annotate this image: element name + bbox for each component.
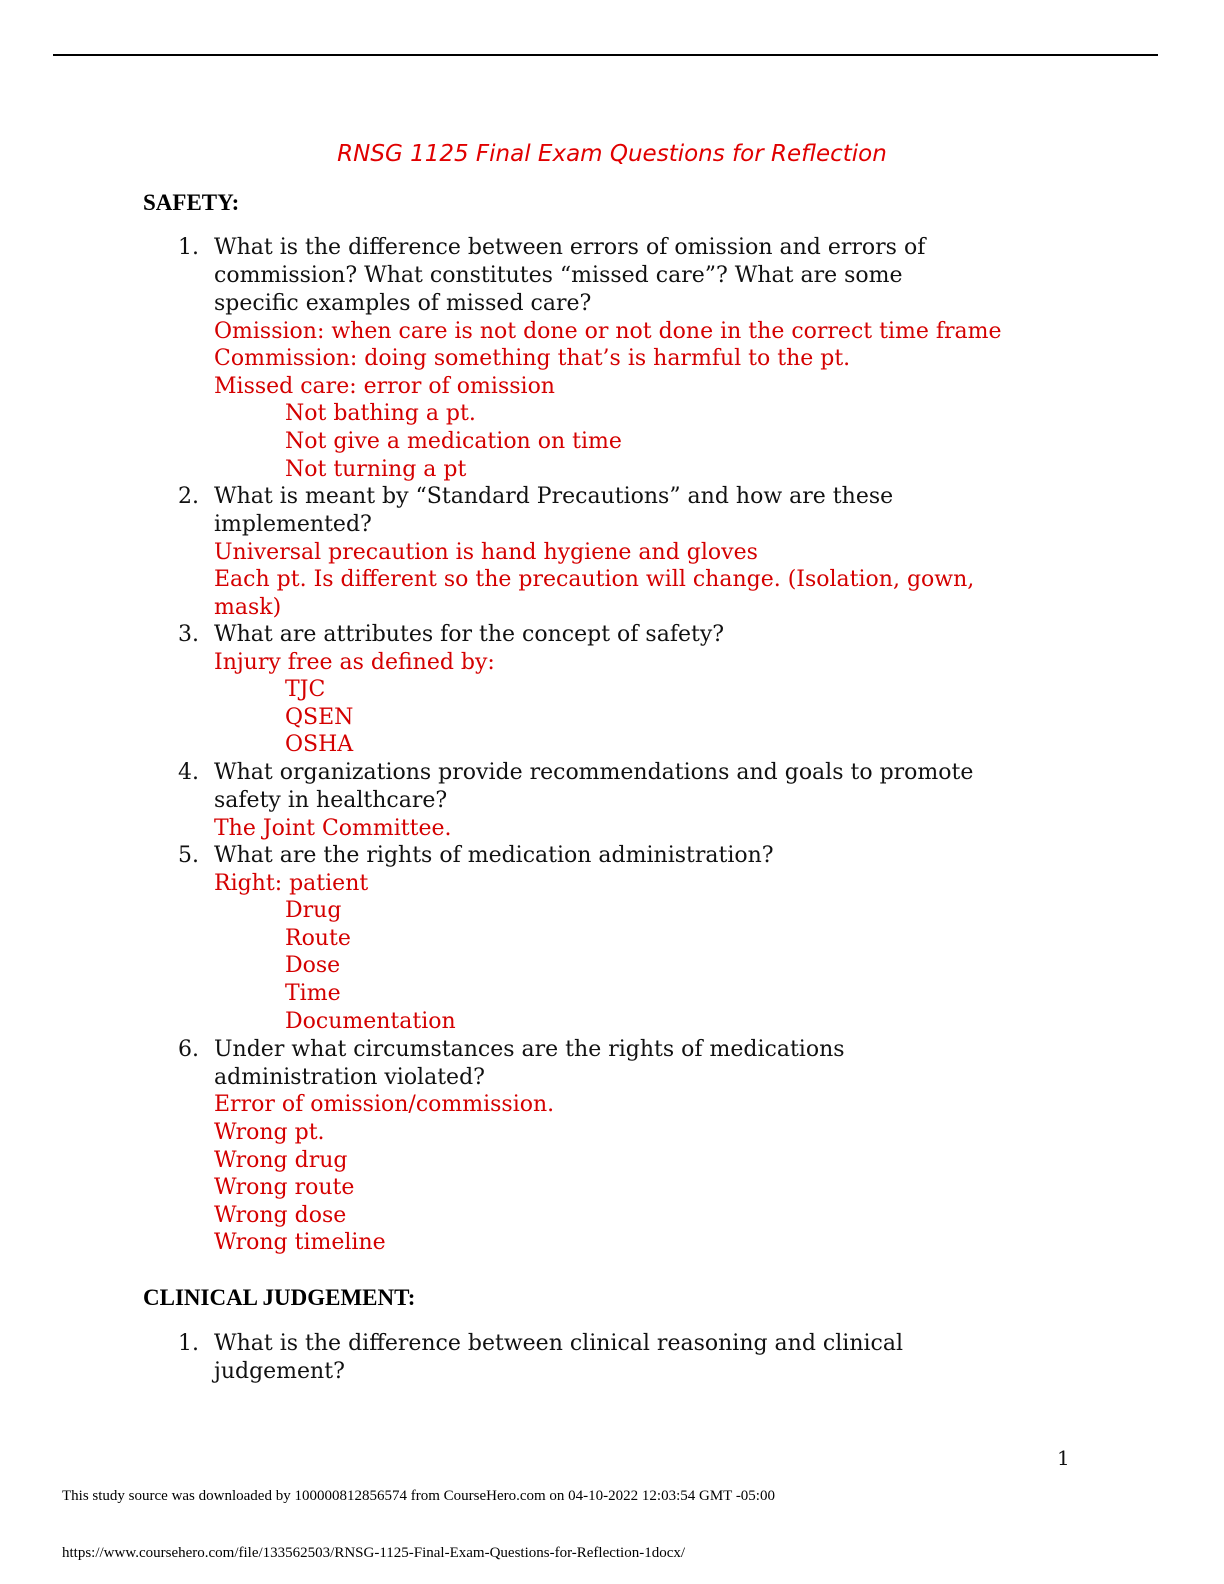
question-text: What is meant by “Standard Precautions” and how are these [214, 484, 894, 509]
answer-text: Wrong pt. [214, 1120, 325, 1145]
answer-text: Wrong timeline [214, 1230, 386, 1255]
answer-subitem: Dose [285, 953, 341, 978]
question-number: 6. [178, 1037, 199, 1062]
question-number: 2. [178, 484, 199, 509]
answer-text: mask) [214, 595, 282, 620]
question-text: What organizations provide recommendations and goals to promote [214, 760, 974, 785]
page-number: 1 [1057, 1446, 1070, 1470]
download-notice: This study source was downloaded by 100000812856574 from CourseHero.com on 04-10-2022 12:03:54 GMT -05:00 [62, 1488, 775, 1504]
source-url-link[interactable]: https://www.coursehero.com/file/133562503/RNSG-1125-Final-Exam-Questions-for-Reflection-1docx/ [62, 1545, 686, 1561]
question-text: What is the difference between errors of omission and errors of [214, 235, 926, 260]
answer-subitem: Not bathing a pt. [285, 401, 476, 426]
question-text: specific examples of missed care? [214, 291, 592, 316]
answer-subitem: Time [285, 981, 341, 1006]
answer-subitem: Drug [285, 898, 342, 923]
question-number: 1. [178, 1331, 199, 1356]
answer-subitem: Not turning a pt [285, 457, 467, 482]
answer-text: Right: patient [214, 871, 369, 896]
answer-text: Injury free as defined by: [214, 650, 495, 675]
answer-text: Error of omission/commission. [214, 1092, 555, 1117]
document-title: RNSG 1125 Final Exam Questions for Reflection [337, 141, 887, 167]
question-number: 1. [178, 235, 199, 260]
question-text: What are the rights of medication administration? [214, 843, 774, 868]
section-heading-clinical-judgement: CLINICAL JUDGEMENT: [143, 1285, 416, 1310]
answer-text: Omission: when care is not done or not done in the correct time frame [214, 319, 1002, 344]
question-text: administration violated? [214, 1065, 485, 1090]
question-number: 5. [178, 843, 199, 868]
answer-text: Universal precaution is hand hygiene and gloves [214, 540, 758, 565]
answer-text: Wrong route [214, 1175, 355, 1200]
answer-subitem: QSEN [285, 705, 354, 730]
question-text: safety in healthcare? [214, 788, 448, 813]
question-number: 3. [178, 622, 199, 647]
question-text: What is the difference between clinical reasoning and clinical [214, 1331, 903, 1356]
answer-subitem: OSHA [285, 732, 354, 757]
answer-text: Each pt. Is different so the precaution will change. (Isolation, gown, [214, 567, 975, 592]
question-text: implemented? [214, 512, 372, 537]
answer-text: Commission: doing something that’s is harmful to the pt. [214, 346, 851, 371]
answer-subitem: Route [285, 926, 351, 951]
answer-text: Wrong drug [214, 1148, 348, 1173]
question-text: What are attributes for the concept of safety? [214, 622, 725, 647]
answer-subitem: Documentation [285, 1009, 456, 1034]
answer-subitem: TJC [285, 677, 326, 702]
header-rule [53, 54, 1158, 56]
answer-text: The Joint Committee. [214, 816, 452, 841]
answer-text: Wrong dose [214, 1203, 347, 1228]
section-heading-safety: SAFETY: [143, 190, 240, 215]
question-text: judgement? [214, 1359, 345, 1384]
question-number: 4. [178, 760, 199, 785]
answer-subitem: Not give a medication on time [285, 429, 622, 454]
answer-text: Missed care: error of omission [214, 374, 555, 399]
question-text: Under what circumstances are the rights of medications [214, 1037, 845, 1062]
question-text: commission? What constitutes “missed care”? What are some [214, 263, 903, 288]
